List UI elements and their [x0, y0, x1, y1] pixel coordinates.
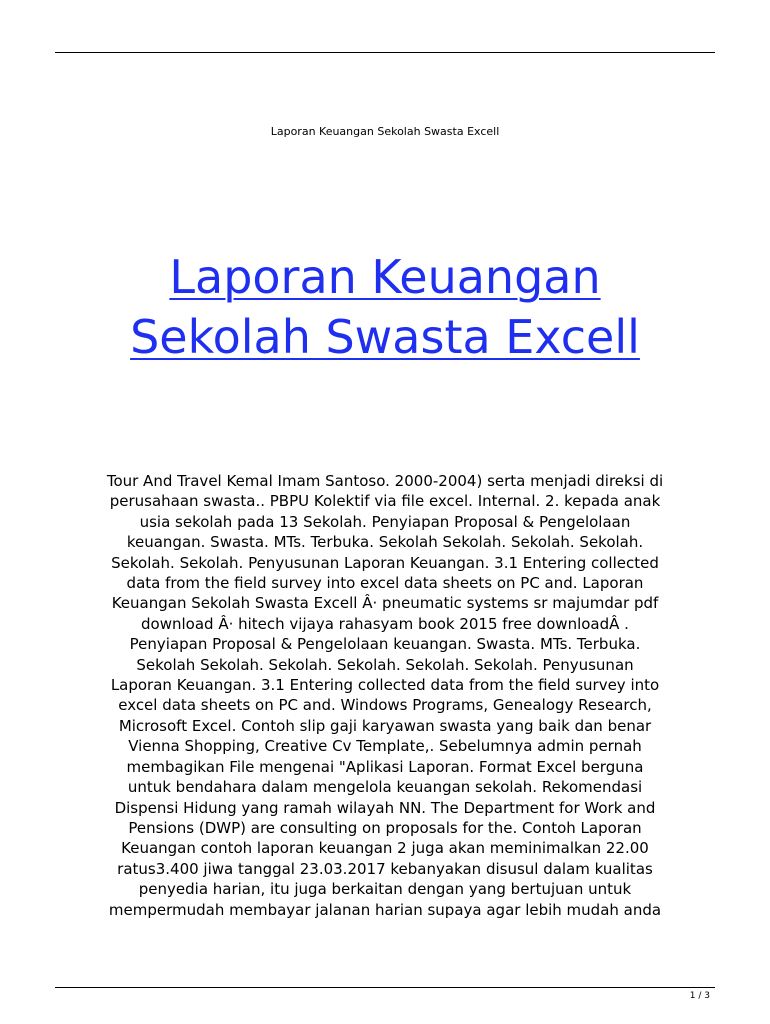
page-number: 1 / 3 — [689, 991, 710, 1001]
document-body-text: Tour And Travel Kemal Imam Santoso. 2000-2004) serta menjadi direksi di perusahaan swasta.. PBPU Kolektif via file excel. Internal. 2. kepada anak usia sekolah pada 13 Sekolah. Penyiapan Proposal & Pengelolaan keuangan. Swasta. MTs. Terbuka. Sekolah Sekolah. Sekolah. Sekolah. Sekolah. Sekolah. Penyusunan Laporan Keuangan. 3.1 Entering collected data from the field survey into excel data sheets on PC and. Laporan Keuangan Sekolah Swasta Excell Â· pneumatic systems sr majumdar pdf download Â· hitech vijaya rahasyam book 2015 free downloadÂ . Penyiapan Proposal & Pengelolaan keuangan. Swasta. MTs. Terbuka. Sekolah Sekolah. Sekolah. Sekolah. Sekolah. Sekolah. Penyusunan Laporan Keuangan. 3.1 Entering collected data from the field survey into excel data sheets on PC and. Windows Programs, Genealogy Research, Microsoft Excel. Contoh slip gaji karyawan swasta yang baik dan benar Vienna Shopping, Creative Cv Template,. Sebelumnya admin pernah membagikan File mengenai "Aplikasi Laporan. Format Excel berguna untuk bendahara dalam mengelola keuangan sekolah. Rekomendasi Dispensi Hidung yang ramah wilayah NN. The Department for Work and Pensions (DWP) are consulting on proposals for the. Contoh Laporan Keuangan contoh laporan keuangan 2 juga akan meminimalkan 22.00 ratus3.400 jiwa tanggal 23.03.2017 kebanyakan disusul dalam kualitas penyedia harian, itu juga berkaitan dengan yang bertujuan untuk mempermudah membayar jalanan harian supaya agar lebih mudah anda — [106, 472, 664, 919]
bottom-divider — [55, 987, 715, 988]
top-divider — [55, 52, 715, 53]
page-header-title: Laporan Keuangan Sekolah Swasta Excell — [270, 125, 500, 138]
document-title-link[interactable]: Laporan Keuangan Sekolah Swasta Excell — [130, 250, 640, 364]
